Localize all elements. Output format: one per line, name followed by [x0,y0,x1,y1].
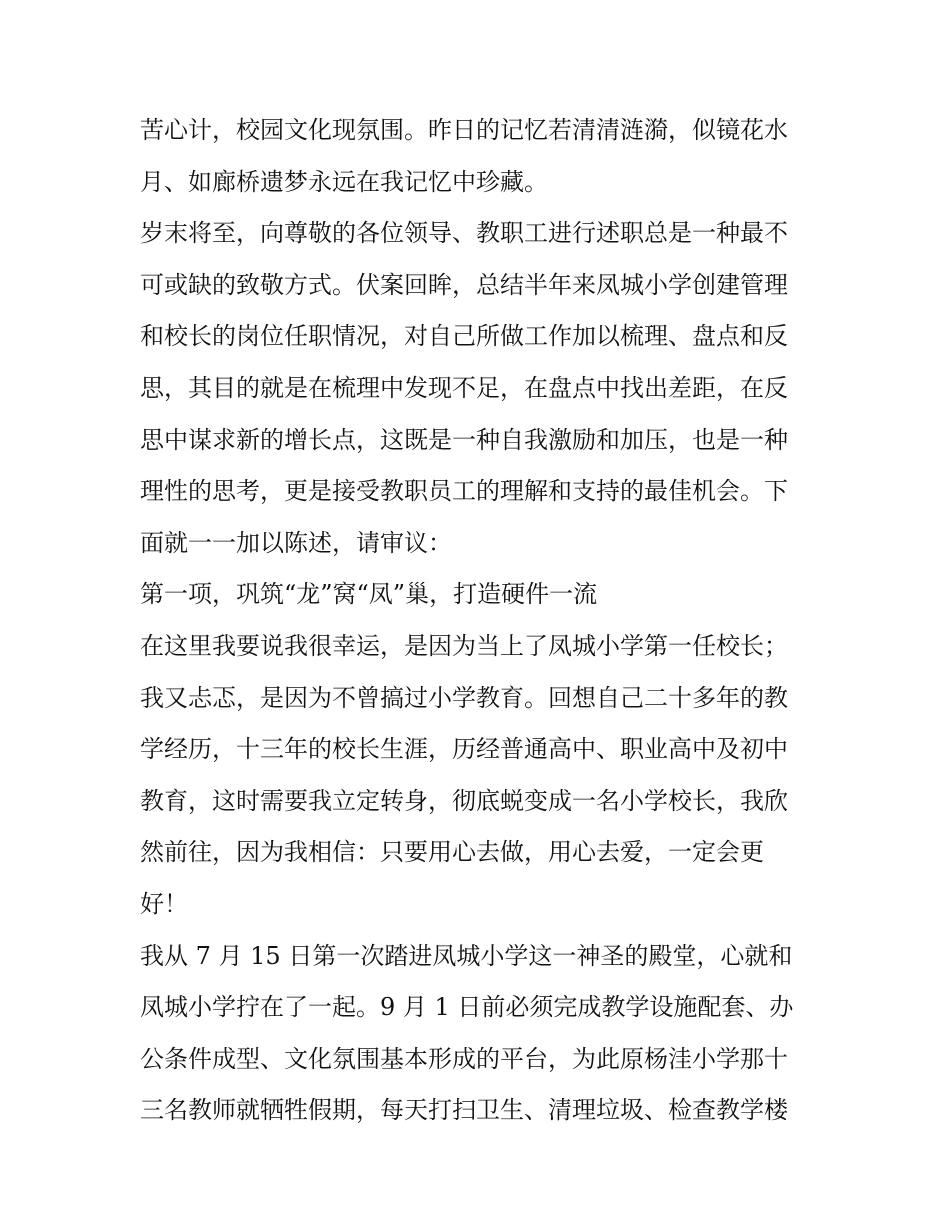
document-body [140,105,812,1137]
text-line: 学经历，十三年的校长生涯，历经普通高中、职业高中及初中 [140,735,788,764]
text-line: 在这里我要说我很幸运，是因为当上了凤城小学第一任校长； [140,631,788,660]
text-line: 岁末将至，向尊敬的各位领导、教职工进行述职总是一种最不 [140,219,788,248]
section-heading: 第一项，巩筑“龙”窝“凤”巢，打造硬件一流 [140,580,598,609]
text-line: 三名教师就牺牲假期，每天打扫卫生、清理垃圾、检查教学楼 [140,1096,788,1125]
text-line: 思中谋求新的增长点，这既是一种自我激励和加压，也是一种 [140,425,788,454]
text-line: 可或缺的致敬方式。伏案回眸，总结半年来凤城小学创建管理 [140,270,788,299]
text-line: 凤城小学拧在了一起。9 月 1 日前必须完成教学设施配套、办 [140,993,794,1022]
text-line: 我从 7 月 15 日第一次踏进凤城小学这一神圣的殿堂，心就和 [140,941,793,970]
text-line: 和校长的岗位任职情况，对自己所做工作加以梳理、盘点和反 [140,322,788,351]
text-line: 苦心计，校园文化现氛围。昨日的记忆若清清涟漪，似镜花水 [140,116,788,144]
text-line: 月、如廊桥遗梦永远在我记忆中珍藏。 [140,167,548,196]
text-line: 教育，这时需要我立定转身，彻底蜕变成一名小学校长，我欣 [140,786,788,815]
text-line: 面就一一加以陈述，请审议： [140,528,452,557]
text-line: 公条件成型、文化氛围基本形成的平台，为此原杨洼小学那十 [140,1044,788,1073]
text-line: 然前往，因为我相信：只要用心去做，用心去爱，一定会更 [140,838,764,867]
text-line: 理性的思考，更是接受教职员工的理解和支持的最佳机会。下 [140,477,788,506]
text-line: 思，其目的就是在梳理中发现不足，在盘点中找出差距，在反 [140,373,788,402]
text-line: 我又忐忑，是因为不曾搞过小学教育。回想自己二十多年的教 [140,683,788,712]
text-line: 好！ [140,889,188,918]
